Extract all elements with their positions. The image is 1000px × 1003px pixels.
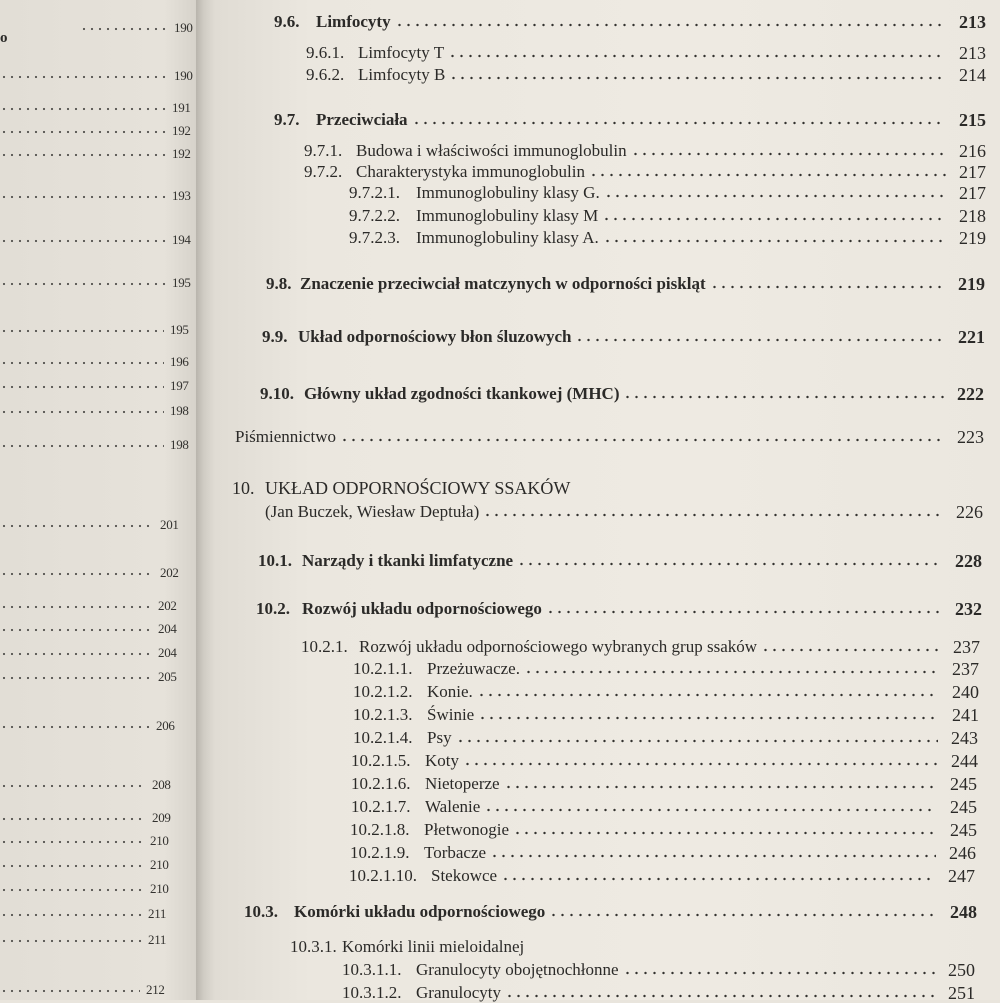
toc-page-number: 215	[959, 110, 986, 130]
left-page-entry	[0, 354, 205, 374]
toc-page-number: 213	[959, 43, 986, 63]
dot-leader	[524, 670, 939, 674]
toc-entry-number: 9.7.2.3.	[349, 228, 400, 247]
dot-leader	[0, 277, 166, 291]
left-page-entry	[0, 322, 205, 342]
toc-page-number: 226	[956, 502, 983, 522]
left-page-number: 192	[172, 146, 191, 161]
dot-leader	[0, 934, 142, 948]
toc-page-number: 216	[959, 141, 986, 161]
book-gutter	[196, 0, 218, 1000]
left-page-entry	[0, 906, 205, 926]
dot-leader	[490, 854, 936, 858]
toc-entry-title: Znaczenie przeciwciał matczynych w odporności piskląt	[300, 274, 706, 293]
dot-leader	[0, 234, 166, 248]
toc-entry-title: Psy	[427, 728, 452, 747]
toc-entry-title: Konie.	[427, 682, 473, 701]
left-page-number: 192	[172, 123, 191, 138]
dot-leader	[0, 567, 154, 581]
toc-entry-number: 9.7.2.2.	[349, 206, 400, 225]
dot-leader	[631, 152, 946, 156]
toc-page-number: 232	[955, 599, 982, 619]
toc-entry-title: Torbacze	[424, 843, 487, 862]
toc-entry-title: Walenie	[425, 797, 481, 816]
dot-leader	[0, 148, 166, 162]
toc-entry-title: Limfocyty T	[358, 43, 445, 62]
toc-entry-10-2-1-10	[349, 866, 975, 886]
toc-entry-number: 10.2.1.8.	[350, 820, 410, 839]
dot-leader	[412, 121, 946, 125]
left-page-entry	[0, 232, 205, 252]
dot-leader	[504, 785, 937, 789]
left-page-number: 211	[148, 932, 167, 947]
right-page	[216, 0, 1000, 1003]
dot-leader	[0, 859, 144, 873]
toc-page-number: 245	[950, 820, 977, 840]
dot-leader	[0, 356, 164, 370]
toc-page-number: 217	[959, 183, 986, 203]
toc-page-number: 248	[950, 902, 977, 922]
toc-page-number: 219	[959, 228, 986, 248]
toc-entry-number: 10.2.	[256, 599, 290, 618]
left-page-entry	[0, 275, 205, 295]
left-page-number: 210	[150, 881, 169, 896]
dot-leader	[505, 994, 935, 998]
left-page-number: 198	[170, 403, 189, 418]
toc-entry-number: 10.2.1.10.	[349, 866, 417, 885]
toc-page-number: 237	[952, 659, 979, 679]
toc-entry-number: 10.2.1.1.	[353, 659, 413, 678]
toc-entry-10-2-1-9	[350, 843, 976, 863]
dot-leader	[0, 125, 166, 139]
dot-leader	[0, 623, 152, 637]
left-page-number: 190	[174, 68, 193, 83]
toc-entry-title: Piśmiennictwo	[235, 427, 337, 446]
left-page-fragment: o	[0, 30, 8, 46]
dot-leader	[0, 190, 166, 204]
left-page-entry	[0, 565, 205, 585]
toc-entry-10-3	[244, 902, 977, 922]
toc-entry-number: 9.6.1.	[306, 43, 345, 62]
left-page-entry	[0, 833, 205, 853]
toc-entry-unnumbered	[265, 502, 983, 522]
toc-entry-number: 9.10.	[260, 384, 294, 403]
toc-entry-number: 9.6.	[274, 12, 300, 31]
toc-page-number: 243	[951, 728, 978, 748]
toc-entry-10-2-1	[301, 637, 980, 657]
toc-entry-number: 9.9.	[262, 327, 288, 346]
left-page-entry	[0, 810, 205, 830]
dot-leader	[623, 395, 944, 399]
toc-entry-title: Przeciwciała	[316, 110, 408, 129]
left-page-number: 210	[150, 833, 169, 848]
dot-leader	[483, 513, 943, 517]
toc-page-number: 214	[959, 65, 986, 85]
left-page-entry	[0, 857, 205, 877]
toc-entry-number: 10.2.1.6.	[351, 774, 411, 793]
left-page-entry	[0, 378, 205, 398]
toc-page-number: 240	[952, 682, 979, 702]
dot-leader	[395, 23, 946, 27]
toc-page-number: 213	[959, 12, 986, 32]
left-page-entry	[0, 669, 205, 689]
dot-leader	[0, 380, 164, 394]
left-page-number: 196	[170, 354, 189, 369]
toc-page-number: 218	[959, 206, 986, 226]
left-page-entry	[0, 598, 205, 618]
toc-entry-title: Immunoglobuliny klasy A.	[416, 228, 599, 247]
dot-leader	[0, 439, 164, 453]
dot-leader	[456, 739, 938, 743]
toc-entry-number: 10.2.1.3.	[353, 705, 413, 724]
left-page-number: 212	[146, 982, 165, 997]
toc-entry-9-6-1	[306, 43, 986, 63]
left-page-number: 202	[160, 565, 179, 580]
toc-entry-title: Stekowce	[431, 866, 498, 885]
dot-leader	[623, 971, 935, 975]
dot-leader	[517, 562, 942, 566]
dot-leader	[477, 693, 939, 697]
left-page-entry	[0, 146, 205, 166]
left-page-number: 202	[158, 598, 177, 613]
dot-leader	[549, 913, 937, 917]
dot-leader	[0, 324, 164, 338]
dot-leader	[0, 102, 166, 116]
toc-entry-number: 10.3.1.2.	[342, 983, 402, 1002]
toc-page-number: 245	[950, 774, 977, 794]
toc-entry-number: 10.	[232, 478, 255, 498]
left-page-entry	[0, 437, 205, 457]
dot-leader	[340, 438, 944, 442]
toc-entry-title: Limfocyty B	[358, 65, 446, 84]
toc-entry-10-2-1-6	[351, 774, 977, 794]
dot-leader	[761, 648, 940, 652]
toc-entry-10-1	[258, 551, 982, 571]
toc-page-number: 222	[957, 384, 984, 404]
left-page-number: 210	[150, 857, 169, 872]
left-page-number: 211	[148, 906, 167, 921]
toc-entry-number: 10.2.1.7.	[351, 797, 411, 816]
left-page-entry	[0, 777, 205, 797]
dot-leader	[604, 194, 946, 198]
left-page-entry	[0, 68, 205, 88]
toc-entry-10-2-1-5	[351, 751, 978, 771]
toc-entry-title: Rozwój układu odpornościowego	[302, 599, 542, 618]
toc-entry-title: UKŁAD ODPORNOŚCIOWY SSAKÓW	[265, 478, 571, 498]
toc-entry-10-2-1-3	[353, 705, 979, 725]
left-page	[0, 0, 205, 1000]
left-page-number: 197	[170, 378, 189, 393]
left-page-number: 205	[158, 669, 177, 684]
left-page-entry	[0, 403, 205, 423]
dot-leader	[0, 984, 140, 998]
toc-page-number: 244	[951, 751, 978, 771]
dot-leader	[575, 338, 945, 342]
left-page-number: 198	[170, 437, 189, 452]
left-page-entry	[0, 188, 205, 208]
left-page-number: 193	[172, 188, 191, 203]
dot-leader	[463, 762, 938, 766]
toc-entry-10-2-1-4	[353, 728, 978, 748]
toc-entry-title: Koty	[425, 751, 459, 770]
dot-leader	[448, 54, 946, 58]
toc-entry-title: Główny układ zgodności tkankowej (MHC)	[304, 384, 620, 403]
toc-entry-number: 9.7.2.	[304, 162, 343, 181]
left-page-entry	[0, 123, 205, 143]
toc-entry-number: 9.6.2.	[306, 65, 345, 84]
toc-entry-title: Granulocyty	[416, 983, 501, 1002]
dot-leader	[501, 877, 935, 881]
left-page-number: 201	[160, 517, 179, 532]
toc-entry-title: Charakterystyka immunoglobulin	[356, 162, 585, 181]
dot-leader	[0, 812, 146, 826]
dot-leader	[80, 22, 168, 36]
dot-leader	[0, 671, 152, 685]
toc-entry-unnumbered	[235, 427, 984, 447]
toc-page-number: 221	[958, 327, 985, 347]
toc-entry-number: 10.2.1.9.	[350, 843, 410, 862]
dot-leader	[710, 285, 945, 289]
toc-entry-9-7	[274, 110, 986, 130]
dot-leader	[0, 70, 168, 84]
left-page-number: 204	[158, 645, 177, 660]
toc-page-number: 237	[953, 637, 980, 657]
left-page-number: 191	[172, 100, 191, 115]
left-page-entry	[0, 881, 205, 901]
left-page-number: 194	[172, 232, 191, 247]
left-page-entry	[0, 982, 205, 1000]
dot-leader	[0, 883, 144, 897]
toc-entry-number: 10.3.1.1.	[342, 960, 402, 979]
toc-entry-number: 10.2.1.5.	[351, 751, 411, 770]
left-page-number: 208	[152, 777, 171, 792]
dot-leader	[478, 716, 939, 720]
left-page-entry	[0, 621, 205, 641]
dot-leader	[449, 76, 946, 80]
toc-entry-10-2-1-2	[353, 682, 979, 702]
toc-entry-number: 10.3.	[244, 902, 278, 921]
dot-leader	[603, 239, 946, 243]
left-page-number: 195	[170, 322, 189, 337]
dot-leader	[546, 610, 942, 614]
toc-page-number: 217	[959, 162, 986, 182]
left-page-number: 206	[156, 718, 175, 733]
toc-entry-9-8	[266, 274, 985, 294]
toc-page-number: 223	[957, 427, 984, 447]
dot-leader	[513, 831, 937, 835]
dot-leader	[0, 647, 152, 661]
toc-page-number: 251	[948, 983, 975, 1003]
toc-entry-title: (Jan Buczek, Wiesław Deptuła)	[265, 502, 480, 521]
toc-entry-9-9	[262, 327, 985, 347]
left-page-entry	[0, 517, 205, 537]
dot-leader	[0, 835, 144, 849]
toc-entry-10-3-1-2	[342, 983, 975, 1003]
toc-entry-number: 10.1.	[258, 551, 292, 570]
toc-entry-10-3-1	[290, 937, 1000, 957]
toc-page-number: 250	[948, 960, 975, 980]
toc-entry-title: Komórki linii mieloidalnej	[342, 937, 525, 956]
toc-entry-9-7-2-3	[349, 228, 986, 248]
toc-entry-10-2-1-1	[353, 659, 979, 679]
toc-entry-title: Narządy i tkanki limfatyczne	[302, 551, 514, 570]
toc-entry-title: Płetwonogie	[424, 820, 509, 839]
toc-entry-9-6	[274, 12, 986, 32]
toc-entry-title: Rozwój układu odpornościowego wybranych grup ssaków	[359, 637, 758, 656]
dot-leader	[602, 217, 946, 221]
toc-page-number: 241	[952, 705, 979, 725]
left-page-entry	[0, 718, 205, 738]
toc-entry-title: Układ odpornościowy błon śluzowych	[298, 327, 572, 346]
toc-entry-title: Budowa i właściwości immunoglobulin	[356, 141, 627, 160]
left-page-number: 195	[172, 275, 191, 290]
dot-leader	[0, 720, 150, 734]
left-page-number: 209	[152, 810, 171, 825]
toc-entry-title: Limfocyty	[316, 12, 391, 31]
toc-entry-number: 9.7.2.1.	[349, 183, 400, 202]
toc-entry-title: Świnie	[427, 705, 475, 724]
left-page-entry	[0, 932, 205, 952]
toc-page-number: 245	[950, 797, 977, 817]
toc-entry-9-10	[260, 384, 984, 404]
toc-entry-number: 9.8.	[266, 274, 292, 293]
toc-entry-10-2-1-7	[351, 797, 977, 817]
toc-entry-title: Immunoglobuliny klasy G.	[416, 183, 600, 202]
toc-page-number: 246	[949, 843, 976, 863]
dot-leader	[0, 779, 146, 793]
toc-page-number: 219	[958, 274, 985, 294]
toc-entry-9-6-2	[306, 65, 986, 85]
toc-entry-title: Granulocyty obojętnochłonne	[416, 960, 619, 979]
toc-entry-number: 10.2.1.2.	[353, 682, 413, 701]
toc-entry-title: Komórki układu odpornościowego	[294, 902, 546, 921]
toc-entry-10-2-1-8	[350, 820, 977, 840]
dot-leader	[0, 405, 164, 419]
left-page-entry	[0, 645, 205, 665]
toc-entry-10-3-1-1	[342, 960, 975, 980]
toc-entry-9-7-2-2	[349, 206, 986, 226]
dot-leader	[589, 173, 946, 177]
toc-page-number: 228	[955, 551, 982, 571]
left-page-entry	[0, 100, 205, 120]
toc-entry-number: 9.7.	[274, 110, 300, 129]
toc-entry-10-2	[256, 599, 982, 619]
toc-page-number: 247	[948, 866, 975, 886]
dot-leader	[0, 908, 142, 922]
dot-leader	[0, 600, 152, 614]
dot-leader	[0, 519, 152, 533]
toc-entry-title: Przeżuwacze.	[427, 659, 520, 678]
toc-entry-number: 10.2.1.	[301, 637, 348, 656]
left-page-number: 204	[158, 621, 177, 636]
left-page-number: 190	[174, 20, 193, 35]
toc-entry-9-7-2-1	[349, 183, 986, 203]
toc-entry-number: 10.2.1.4.	[353, 728, 413, 747]
toc-entry-9-7-2	[304, 162, 986, 182]
toc-entry-number: 9.7.1.	[304, 141, 343, 160]
toc-entry-10	[232, 478, 1000, 498]
toc-entry-title: Nietoperze	[425, 774, 500, 793]
toc-entry-9-7-1	[304, 141, 986, 161]
toc-entry-title: Immunoglobuliny klasy M	[416, 206, 599, 225]
left-page-entry	[0, 20, 205, 40]
dot-leader	[484, 808, 937, 812]
toc-entry-number: 10.3.1.	[290, 937, 337, 956]
